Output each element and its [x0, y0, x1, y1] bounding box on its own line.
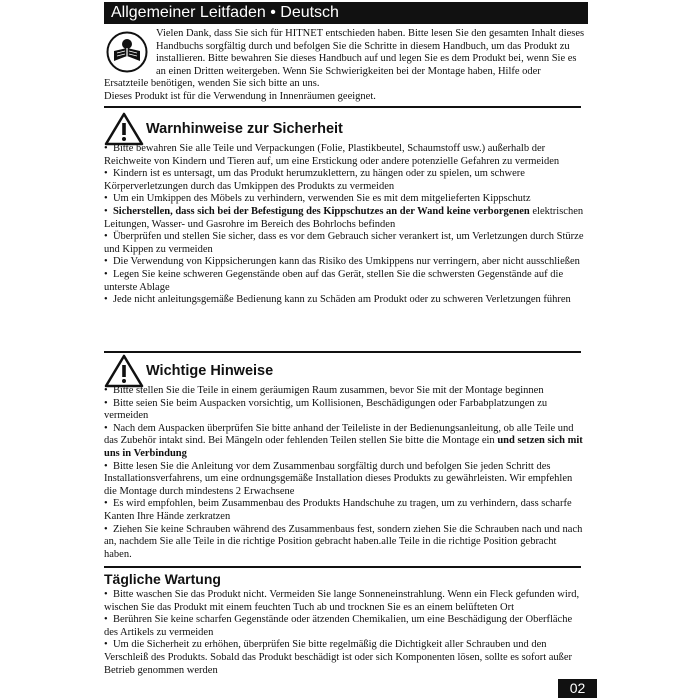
- list-item: • Jede nicht anleitungsgemäße Bedienung kann zu Schäden am Produkt oder zu schweren Verletzungen führen: [104, 294, 586, 307]
- page-title: Allgemeiner Leitfaden • Deutsch: [104, 2, 588, 24]
- list-item: • Um ein Umkippen des Möbels zu verhindern, verwenden Sie es mit dem mitgelieferten Kippschutz: [104, 193, 586, 206]
- manual-page: [104, 0, 597, 700]
- divider: [104, 106, 581, 108]
- list-item: • Bitte waschen Sie das Produkt nicht. Vermeiden Sie lange Sonneneinstrahlung. Wenn ein Fleck gefunden wird, wischen Sie das Produkt mit einem feuchten Tuch ab und trocknen Sie es an einem belüfteten Ort: [104, 589, 586, 614]
- list-item: • Die Verwendung von Kippsicherungen kann das Risiko des Umkippens nur verringern, aber nicht ausschließen: [104, 256, 586, 269]
- list-item: • Bitte seien Sie beim Auspacken vorsichtig, um Kollisionen, Beschädigungen oder Farbabplatzungen zu vermeiden: [104, 398, 586, 423]
- list-item: [104, 206, 586, 231]
- list-item: • Kindern ist es untersagt, um das Produkt herumzuklettern, zu hängen oder zu spielen, um schwere Körperverletzungen durch das Umkippen des Produkts zu vermeiden: [104, 168, 586, 193]
- item-text: elektrischen Leitungen, Wasser- und Gasrohre im Bereich des Bohrlochs befinden: [104, 205, 584, 230]
- safety-heading: Warnhinweise zur Sicherheit: [146, 121, 343, 137]
- list-item: • Bitte lesen Sie die Anleitung vor dem Zusammenbau sorgfältig durch und befolgen Sie jeden Schritt des Installationsverfahrens, um eine ordnungsgemäße Installation dieses Produkts zu gewährleisten. Wir empfehlen die Montage durch mindestens 2 Erwachsene: [104, 461, 586, 499]
- safety-heading-row: [104, 112, 343, 146]
- bold-text: Sicherstellen, dass sich bei der Befestigung des Kippschutzes an der Wand keine verborgenen: [112, 205, 530, 217]
- list-item: • Legen Sie keine schweren Gegenstände oben auf das Gerät, stellen Sie die schwersten Gegenstände auf die unterste Ablage: [104, 269, 586, 294]
- list-item: • Es wird empfohlen, beim Zusammenbau des Produkts Handschuhe zu tragen, um zu verhindern, dass scharfe Kanten Ihre Hände zerkratzen: [104, 498, 586, 523]
- maintenance-list: [104, 589, 586, 677]
- list-item: • Überprüfen und stellen Sie sicher, dass es vor dem Gebrauch sicher verankert ist, um Verletzungen durch Stürze und Kippen zu vermeiden: [104, 231, 586, 256]
- important-list: [104, 385, 586, 561]
- list-item: [104, 423, 586, 461]
- divider: [104, 351, 581, 353]
- intro-text: Vielen Dank, dass Sie sich für HITNET entschieden haben. Bitte lesen Sie den gesamten Inhalt dieses Handbuchs sorgfältig durch und befolgen Sie die Schritte in diesem Handbuch, um das Produkt zu installieren. Bitte bewahren Sie dieses Handbuch auf und legen Sie es dem Produkt bei, wenn Sie es an einen Dritten weitergeben. Wenn Sie Schwierigkeiten bei der Montage haben, Hilfe oder Ersatzteile benötigen, wenden Sie sich bitte an uns.: [104, 28, 585, 90]
- bold-text: und setzen sich mit uns in Verbindung: [104, 435, 583, 459]
- warning-triangle-icon: [104, 354, 144, 388]
- list-item: • Ziehen Sie keine Schrauben während des Zusammenbaus fest, sondern ziehen Sie die Schrauben nach und nach an, nachdem Sie alle Teile in die richtige Position gebracht haben.alle Teile in die richtige Position gebracht haben.: [104, 524, 586, 562]
- list-item: • Berühren Sie keine scharfen Gegenstände oder ätzenden Chemikalien, um eine Beschädigung der Oberfläche des Artikels zu vermeiden: [104, 614, 586, 639]
- indoor-note: Dieses Produkt ist für die Verwendung in Innenräumen geeignet.: [104, 90, 376, 102]
- divider: [104, 566, 581, 568]
- item-text: Nach dem Auspacken überprüfen Sie bitte anhand der Teileliste in der Bedienungsanleitung, ob alle Teile und das Zubehör intakt sind. Bei Mängeln oder fehlenden Teilen stellen Sie bitte die Montage ein: [104, 422, 574, 447]
- list-item: • Bitte bewahren Sie alle Teile und Verpackungen (Folie, Plastikbeutel, Schaumstoff usw.) außerhalb der Reichweite von Kindern und Tieren auf, um eine Erstickung oder andere potenzielle Gefahren zu vermeiden: [104, 143, 586, 168]
- page-number: 02: [558, 679, 597, 698]
- list-item: • Um die Sicherheit zu erhöhen, überprüfen Sie bitte regelmäßig die Dichtigkeit aller Schrauben und den Verschleiß des Produkts. Sobald das Produkt beschädigt ist oder sich Komponenten lösen, sollte es sofort außer Betrieb genommen werden: [104, 639, 586, 677]
- reading-book-icon: [106, 31, 148, 73]
- maintenance-heading: Tägliche Wartung: [104, 571, 221, 587]
- safety-list: [104, 143, 586, 307]
- important-heading-row: [104, 354, 273, 388]
- warning-triangle-icon: [104, 112, 144, 146]
- intro-paragraph: [104, 28, 586, 104]
- list-item: • Bitte stellen Sie die Teile in einem geräumigen Raum zusammen, bevor Sie mit der Montage beginnen: [104, 385, 586, 398]
- important-heading: Wichtige Hinweise: [146, 363, 274, 379]
